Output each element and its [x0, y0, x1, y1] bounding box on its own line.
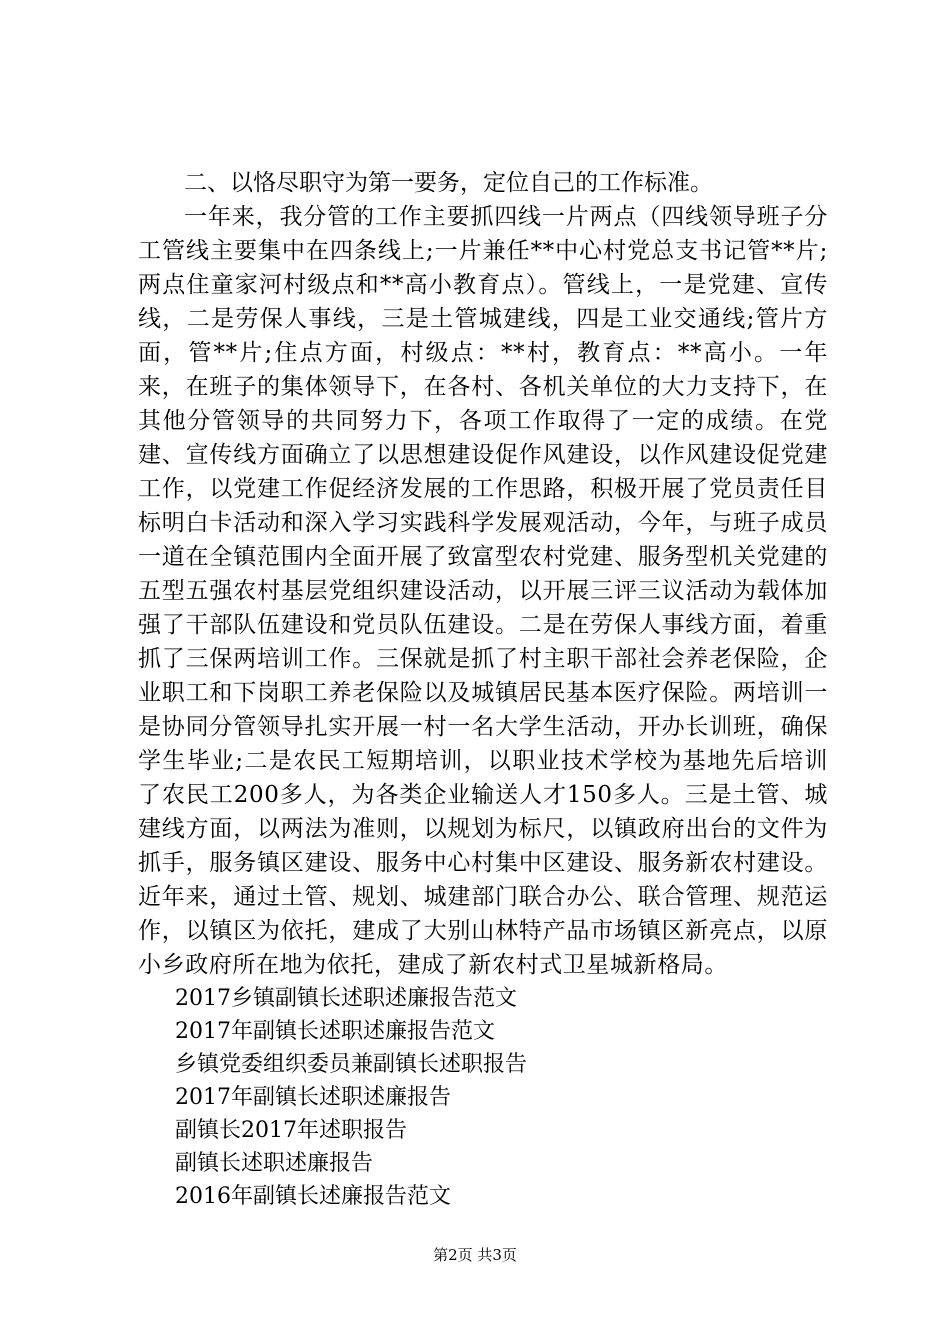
- related-article-link[interactable]: 乡镇党委组织委员兼副镇长述职报告: [175, 1052, 528, 1077]
- body-paragraph: 一年来，我分管的工作主要抓四线一片两点（四线领导班子分工管线主要集中在四条线上;一片兼任**中心村党总支书记管**片;两点住童家河村级点和**高小教育点）。管线上，一是党建、宣传线，二是劳保人事线，三是土管城建线，四是工业交通线;管片方面，管**片;住点方面，村级点：**村，教育点：**高小。一年来，在班子的集体领导下，在各村、各机关单位的大力支持下，在其他分管领导的共同努力下，各项工作取得了一定的成绩。在党建、宣传线方面确立了以思想建设促作风建设，以作风建设促党建工作，以党建工作促经济发展的工作思路，积极开展了党员责任目标明白卡活动和深入学习实践科学发展观活动，今年，与班子成员一道在全镇范围内全面开展了致富型农村党建、服务型机关党建的五型五强农村基层党组织建设活动，以开展三评三议活动为载体加强了干部队伍建设和党员队伍建设。二是在劳保人事线方面，着重抓了三保两培训工作。三保就是抓了村主职干部社会养老保险，企业职工和下岗职工养老保险以及城镇居民基本医疗保险。两培训一是协同分管领导扎实开展一村一名大学生活动，开办长训班，确保学生毕业;二是农民工短期培训，以职业技术学校为基地先后培训了农民工200多人，为各类企业输送人才150多人。三是土管、城建线方面，以两法为准则，以规划为标尺，以镇政府出台的文件为抓手，服务镇区建设、服务中心村集中区建设、服务新农村建设。近年来，通过土管、规划、城建部门联合办公、联合管理、规范运作，以镇区为依托，建成了大别山林特产品市场镇区新亮点，以原小乡政府所在地为依托，建成了新农村式卫星城新格局。: [138, 204, 828, 978]
- related-article-link[interactable]: 副镇长述职述廉报告: [175, 1151, 374, 1176]
- page-number-footer: 第2页 共3页: [433, 1246, 517, 1264]
- section-heading: 二、以恪尽职守为第一要务，定位自己的工作标准。: [184, 170, 713, 196]
- related-article-link[interactable]: 副镇长2017年述职报告: [175, 1118, 407, 1143]
- related-article-link[interactable]: 2017乡镇副镇长述职述廉报告范文: [175, 986, 517, 1011]
- related-article-link[interactable]: 2017年副镇长述职述廉报告范文: [175, 1019, 495, 1044]
- related-article-link[interactable]: 2017年副镇长述职述廉报告: [175, 1085, 451, 1110]
- related-articles-list: [138, 982, 828, 1213]
- related-article-link[interactable]: 2016年副镇长述廉报告范文: [175, 1184, 451, 1209]
- document-content: [138, 166, 828, 1213]
